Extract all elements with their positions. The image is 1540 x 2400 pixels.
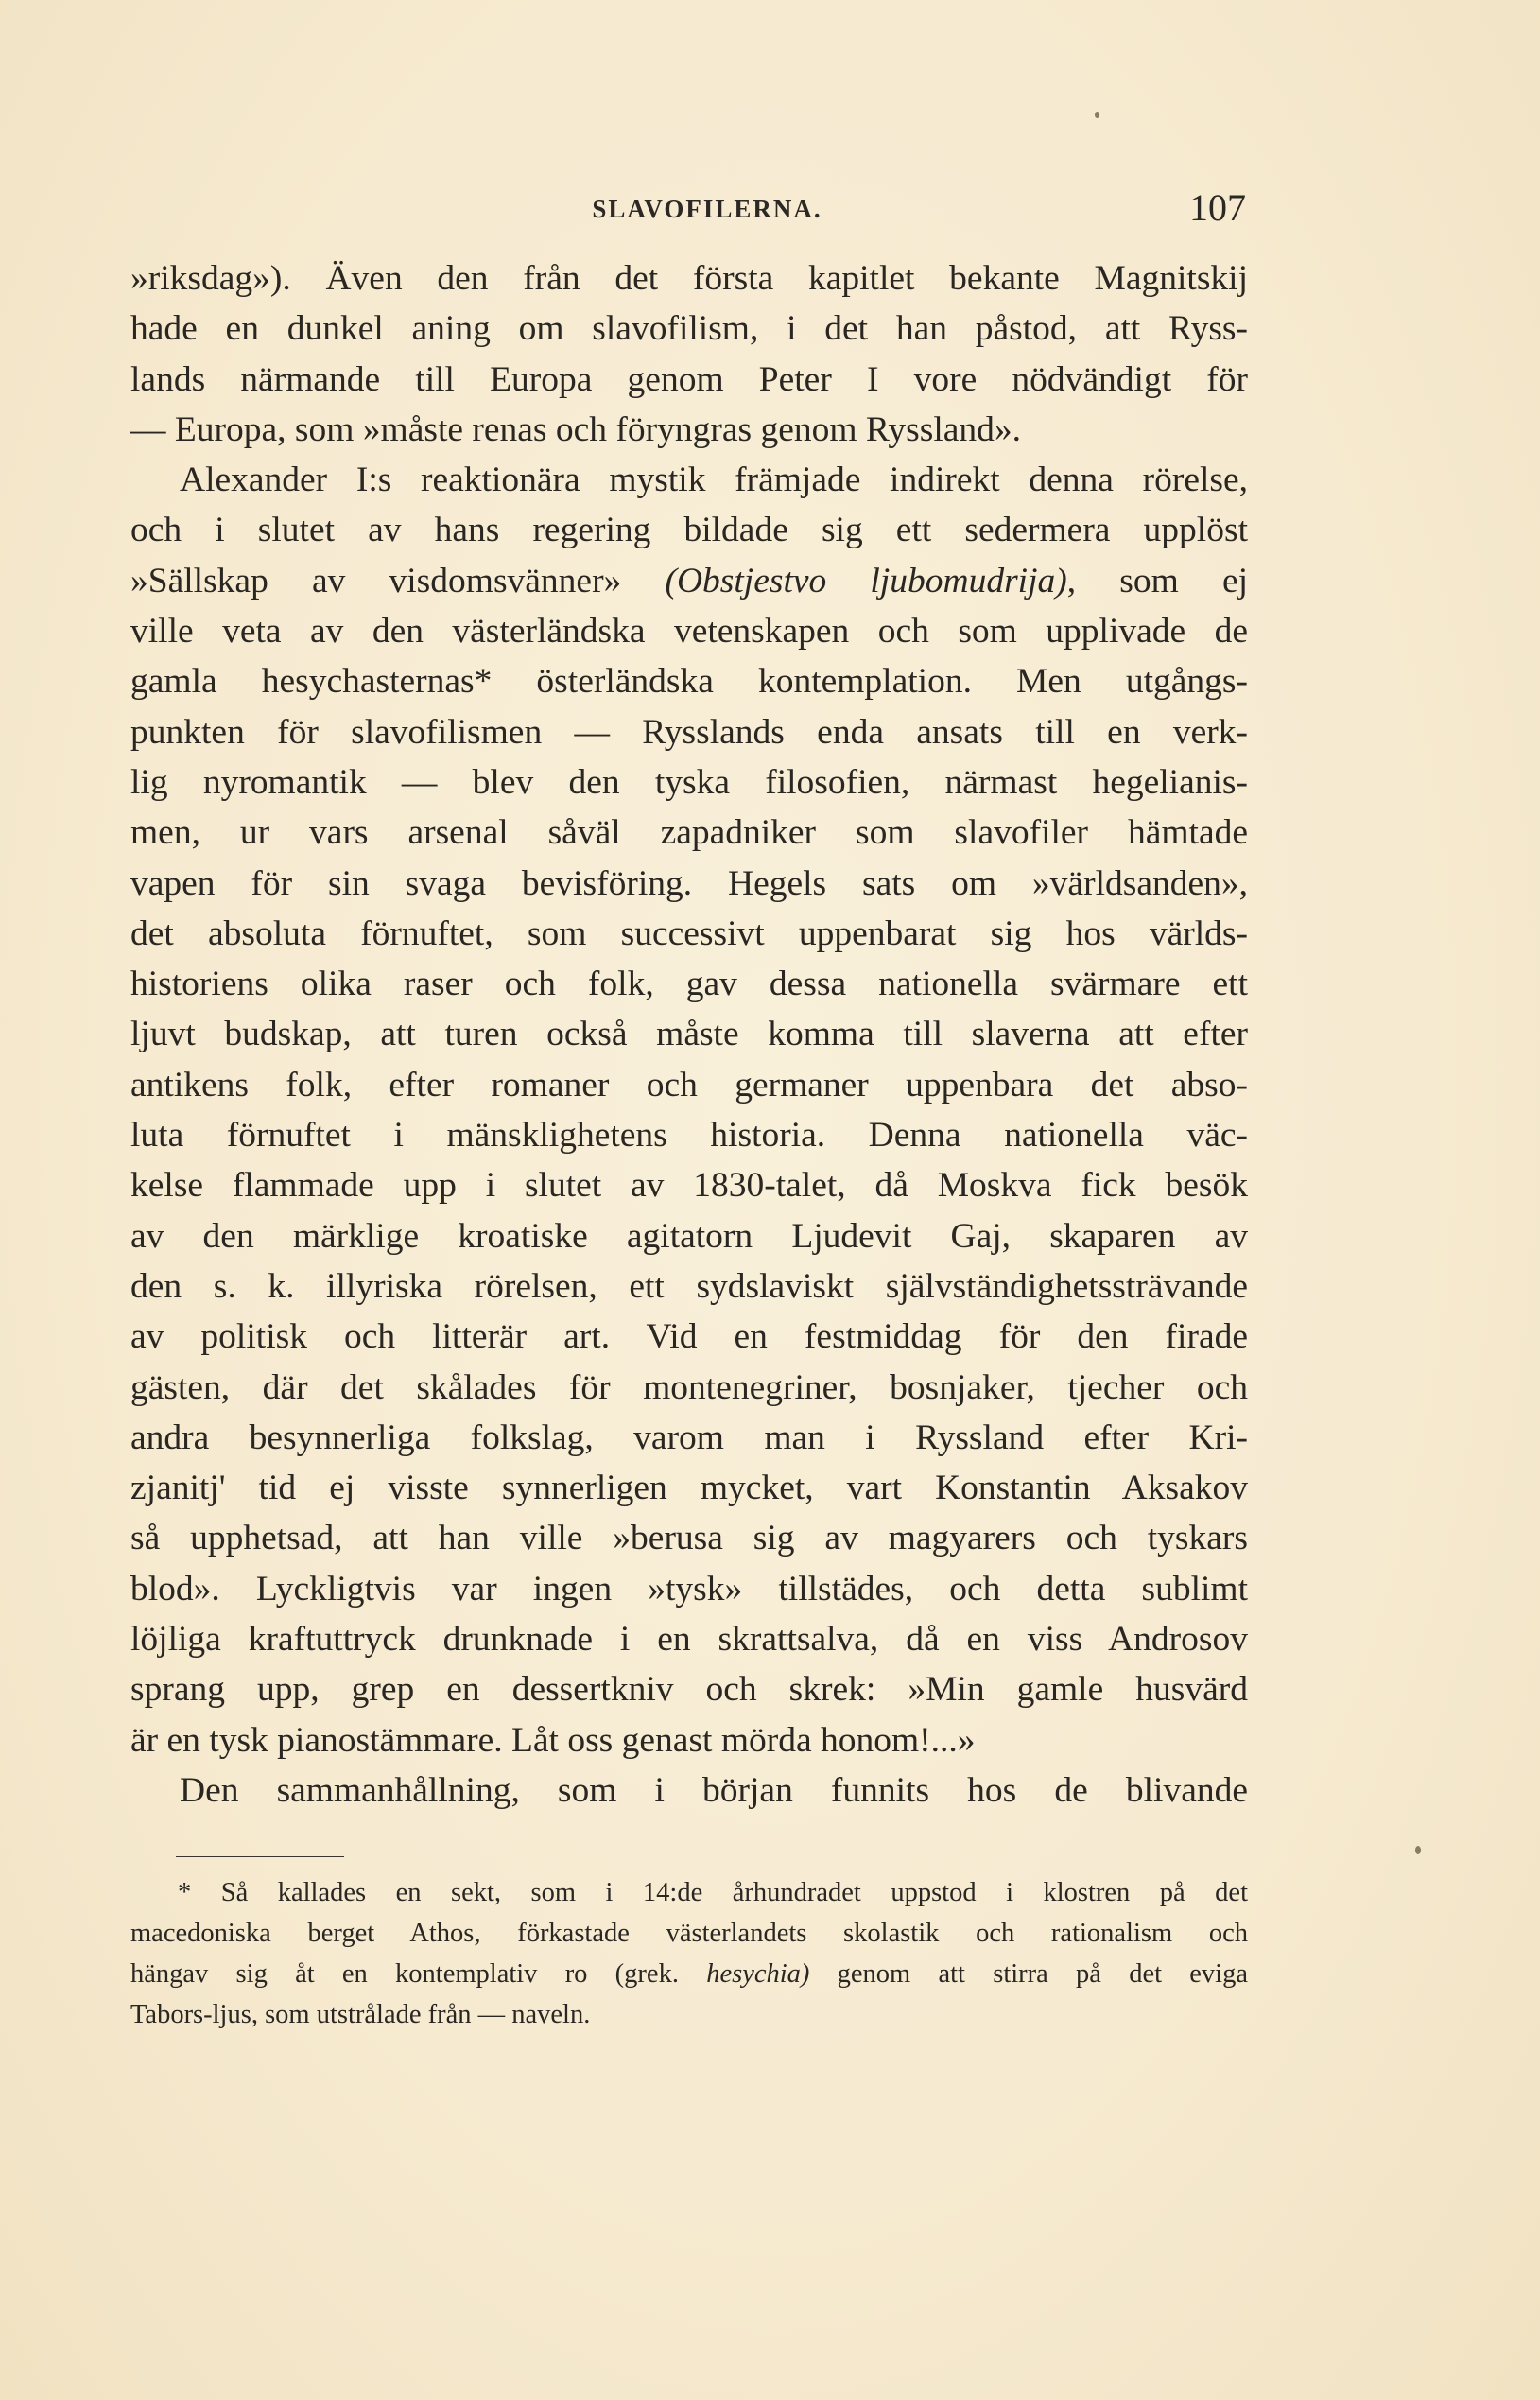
body-line: andra besynnerliga folkslag, varom man i Ryssland efter Kri- [130,1417,1248,1457]
body-line: vapen för sin svaga bevisföring. Hegels sats om »världsanden», [130,863,1248,903]
body-line: av den märklige kroatiske agitatorn Ljudevit Gaj, skaparen av [130,1216,1248,1256]
body-line: zjanitj' tid ej visste synnerligen mycket, vart Konstantin Aksakov [130,1469,1248,1508]
footnote-line: * Så kallades en sekt, som i 14:de århundradet uppstod i klostren på det [178,1878,1248,1907]
body-line: lig nyromantik — blev den tyska filosofien, närmast hegelianis- [130,762,1248,802]
footnote-line: macedoniska berget Athos, förkastade västerlandets skolastik och rationalism och [130,1919,1248,1948]
paper-speck [1415,1846,1421,1854]
body-text-run: »Sällskap av visdomsvänner» [130,561,666,600]
body-text-run: , som ej [1066,561,1249,600]
body-line: gamla hesychasternas* österländska kontemplation. Men utgångs- [130,662,1248,702]
body-line: ljuvt budskap, att turen också måste komma till slaverna att efter [130,1015,1248,1054]
body-line: gästen, där det skålades för montenegriner, bosnjaker, tjecher och [130,1367,1248,1407]
body-line: Alexander I:s reaktionära mystik främjade indirekt denna rörelse, [180,461,1248,500]
body-line: — Europa, som »måste renas och föryngras genom Ryssland». [130,409,1022,449]
running-head: SLAVOFILERNA. [592,195,822,223]
body-line: men, ur vars arsenal såväl zapadniker som slavofiler hämtade [130,813,1248,853]
body-line: är en tysk pianostämmare. Låt oss genast mörda honom!...» [130,1720,976,1760]
body-line: sprang upp, grep en dessertkniv och skrek: »Min gamle husvärd [130,1670,1248,1710]
body-line: lands närmande till Europa genom Peter I vore nödvändigt för [130,359,1248,399]
body-line-with-italic [130,556,1248,606]
paper-speck [1095,112,1099,118]
page-number: 107 [1189,186,1246,229]
footnote-rule [176,1856,344,1857]
body-line: luta förnuftet i mänsklighetens historia. Denna nationella väc- [130,1116,1248,1156]
body-line: hade en dunkel aning om slavofilism, i det han påstod, att Ryss- [130,309,1248,349]
body-line: Den sammanhållning, som i början funnits hos de blivande [180,1770,1248,1810]
italic-term: hesychia) [706,1959,810,1989]
footnote-text-run: genom att stirra på det eviga [809,1959,1248,1989]
body-text [130,253,1248,1816]
body-line: historiens olika raser och folk, gav dessa nationella svärmare ett [130,965,1248,1004]
footnote-line-with-italic [130,1954,1248,1994]
body-line: punkten för slavofilismen — Rysslands enda ansats till en verk- [130,712,1248,752]
body-line: så upphetsad, att han ville »berusa sig av magyarers och tyskars [130,1519,1248,1558]
italic-title: (Obstjestvo ljubomudrija) [665,561,1067,600]
body-line: löjliga kraftuttryck drunknade i en skrattsalva, då en viss Androsov [130,1620,1248,1660]
body-line: den s. k. illyriska rörelsen, ett sydslaviskt självständighetssträvande [130,1266,1248,1306]
footnote [130,1872,1248,2035]
body-line: »riksdag»). Även den från det första kapitlet bekante Magnitskij [130,259,1248,298]
body-line: av politisk och litterär art. Vid en festmiddag för den firade [130,1317,1248,1357]
body-line: blod». Lyckligtvis var ingen »tysk» tillstädes, och detta sublimt [130,1569,1248,1609]
body-line: och i slutet av hans regering bildade sig ett sedermera upplöst [130,511,1248,550]
body-line: ville veta av den västerländska vetenskapen och som upplivade de [130,612,1248,652]
footnote-line: Tabors-ljus, som utstrålade från — naveln. [130,2000,591,2029]
footnote-text-run: hängav sig åt en kontemplativ ro (grek. [130,1959,707,1989]
page-header [168,185,1246,233]
body-line: antikens folk, efter romaner och germaner uppenbara det abso- [130,1065,1248,1104]
body-line: kelse flammade upp i slutet av 1830-talet, då Moskva fick besök [130,1166,1248,1206]
body-line: det absoluta förnuftet, som successivt uppenbarat sig hos världs- [130,913,1248,953]
